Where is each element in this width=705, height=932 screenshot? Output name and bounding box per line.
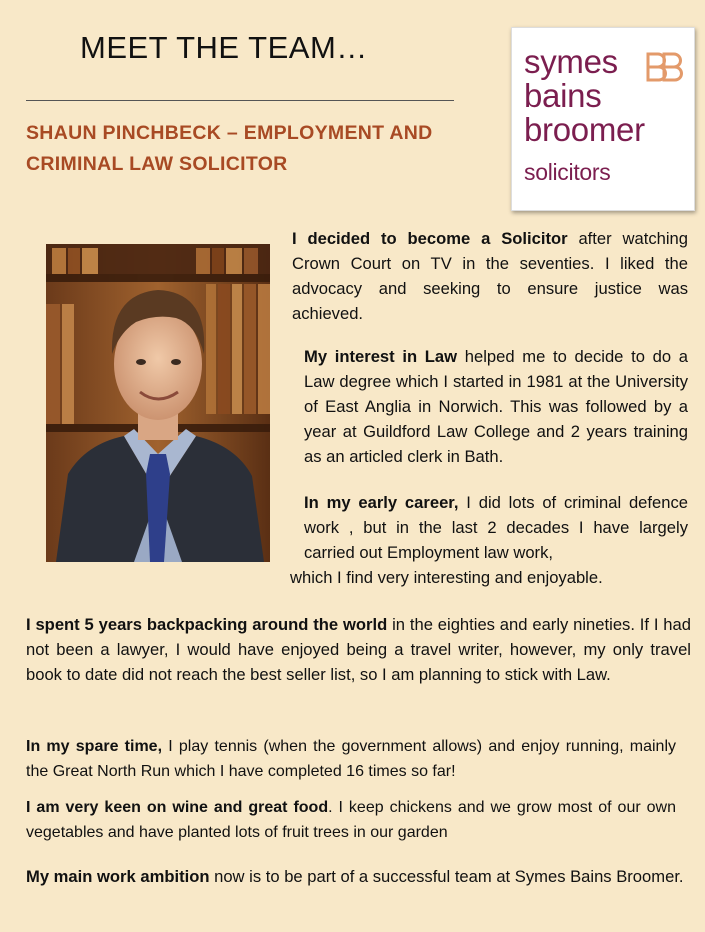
logo-word-solicitors: solicitors [524,159,611,185]
logo-word-broomer: broomer [524,111,645,148]
paragraph-lead: In my spare time, [26,738,163,755]
paragraph-text: helped me to decide to do a Law degree which I started in 1981 at the University of East Anglia in Norwich. This was followed by a year at Guildford Law College and 2 years training as an articled clerk in Bath. [304,347,688,466]
logo-word-symes: symes [524,43,618,80]
paragraph-lead: My main work ambition [26,867,210,886]
paragraph-lead: My interest in Law [304,347,458,366]
paragraph-lead: I am very keen on wine and great food [26,799,329,816]
page-title: MEET THE TEAM… [80,30,368,65]
firm-logo [511,27,695,211]
paragraph-ambition [26,864,691,889]
title-divider [26,100,454,101]
paragraph-lead: In my early career, [304,493,459,512]
paragraph-early-career [304,490,688,565]
paragraph-text: in the eighties and early nineties. If I had not been a lawyer, I would have enjoyed being a travel writer, however, my only travel book to date did not reach the best seller list, so I am planning to stick with Law. [26,615,691,684]
portrait-illustration [46,244,270,562]
page-subtitle: SHAUN PINCHBECK – EMPLOYMENT AND CRIMINAL LAW SOLICITOR [26,122,433,175]
paragraph-spare-time [26,734,676,784]
paragraph-text: I did lots of criminal defence work , but in the last 2 decades I have largely carried out Employment law work, [304,493,688,562]
logo-word-bains: bains [524,77,602,114]
paragraph-career-choice [292,226,688,326]
paragraph-early-career-last-line: which I find very interesting and enjoyable. [290,568,603,587]
paragraph-lead: I decided to become a Solicitor [292,229,568,248]
paragraph-backpacking [26,612,691,687]
paragraph-law-interest [304,344,688,469]
paragraph-text: . I keep chickens and we grow most of our own vegetables and have planted lots of fruit trees in our garden [26,799,676,841]
paragraph-text: now is to be part of a successful team at Symes Bains Broomer. [209,867,684,886]
paragraph-text: I play tennis (when the government allows) and enjoy running, mainly the Great North Run which I have completed 16 times so far! [26,738,676,780]
portrait-photo [46,244,270,562]
paragraph-text: after watching Crown Court on TV in the seventies. I liked the advocacy and seeking to ensure justice was achieved. [292,229,689,323]
paragraph-lead: I spent 5 years backpacking around the world [26,615,388,634]
paragraph-food-wine [26,795,676,845]
logo-mark-icon [640,52,684,82]
